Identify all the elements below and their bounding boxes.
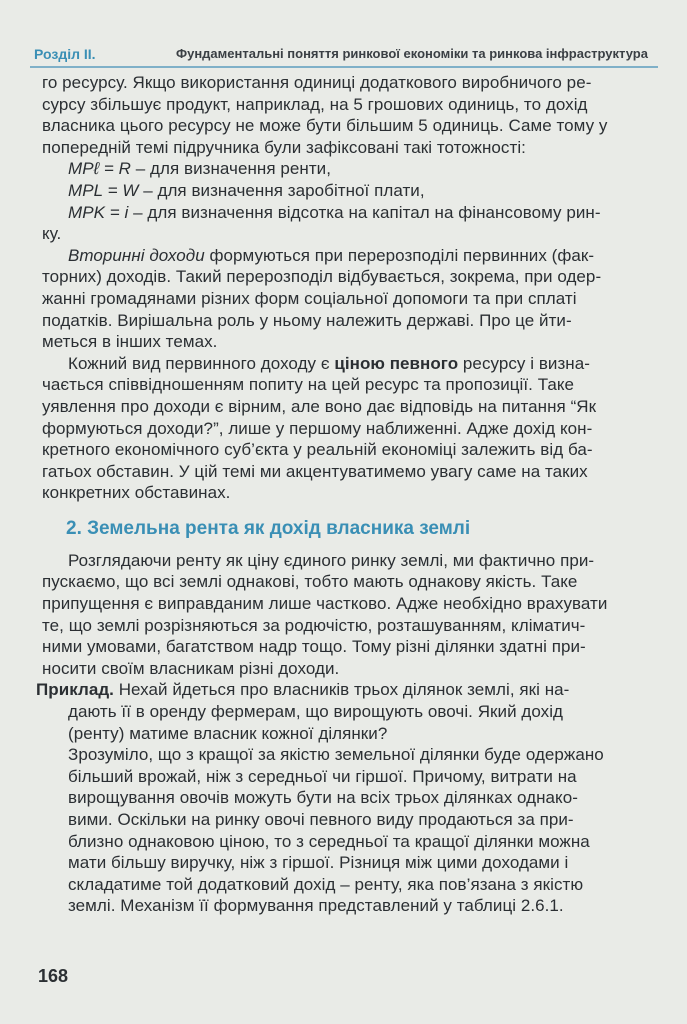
paragraph-5: [42, 744, 654, 917]
text-line: Розглядаючи ренту як ціну єдиного ринку землі, ми фактично при-: [68, 550, 595, 570]
text-line: те, що землі розрізняються за родючістю, розташуванням, кліматич-: [42, 615, 586, 635]
formula-text: – для визначення заробітної плати,: [138, 180, 425, 200]
formula-wage: [42, 180, 654, 202]
text-line: ними умовами, багатством надр тощо. Тому різні ділянки здатні при-: [42, 637, 586, 657]
text-line: чається співвідношенням попиту на цей ресурс та пропозиції. Таке: [42, 375, 575, 395]
spacer: [42, 504, 654, 514]
text-span: Кожний вид первинного доходу є: [68, 353, 335, 373]
text-line: попередній темі підручника були зафіксовані такі тотожності:: [42, 137, 526, 157]
text-line: податків. Вирішальна роль у ньому належить державі. Про це йти-: [42, 310, 572, 330]
text-line: сурсу збільшує продукт, наприклад, на 5 грошових одиниць, то дохід: [42, 94, 588, 114]
formula-lhs: MPL = W: [68, 180, 139, 200]
text-line: Зрозуміло, що з кращої за якістю земельної ділянки буде одержано: [68, 745, 604, 765]
paragraph-3: [42, 353, 654, 504]
text-line: [42, 353, 654, 375]
formula-continuation: ку.: [42, 224, 62, 244]
paragraph-1: [42, 72, 654, 158]
formula-text: – для визначення відсотка на капітал на фінансовому рин-: [128, 202, 601, 222]
text-line: конкретних обставинах.: [42, 483, 231, 503]
paragraph-2: [42, 245, 654, 353]
text-line: більший врожай, ніж з середньої чи гіршої. Причому, витрати на: [68, 766, 577, 786]
formula-interest: [42, 202, 654, 224]
page-body: [36, 72, 654, 917]
text-line: го ресурсу. Якщо використання одиниці додаткового виробничого ре-: [42, 73, 592, 92]
text-line: жанні громадянами різних форм соціальної допомоги та при сплаті: [42, 288, 577, 308]
page-number: 168: [38, 966, 69, 986]
text-line: припущення є виправданим лише частково. Адже необхідно врахувати: [42, 594, 608, 614]
text-line: близно однаковою ціною, то з середньої та кращої ділянки можна: [68, 831, 590, 851]
text-line: вими. Оскільки на ринку овочі певного виду продаються за при-: [68, 810, 574, 829]
text-line: [42, 245, 654, 267]
formula-lhs: MPℓ = R: [68, 159, 131, 179]
text-line: носити своїм власникам різні доходи.: [42, 658, 340, 678]
section-heading: 2. Земельна рента як дохід власника землі: [66, 517, 471, 539]
text-line: формуються доходи?”, лише у першому наближенні. Адже дохід кон-: [42, 418, 593, 438]
text-line: мати більшу виручку, ніж з гіршої. Різниця між цими доходами і: [68, 853, 569, 873]
running-header: [30, 44, 658, 68]
text-line: пускаємо, що всі землі однакові, тобто мають однакову якість. Таке: [42, 572, 578, 592]
formula-rent: [42, 158, 654, 180]
text-line: землі. Механізм її формування представлений у таблиці 2.6.1.: [68, 896, 564, 916]
formula-lhs: MPK = i: [68, 202, 129, 222]
section-label: Розділ II.: [34, 46, 96, 62]
example-block: [36, 679, 654, 744]
text-line: уявлення про доходи є вірним, але воно дає відповідь на питання “Як: [42, 396, 597, 416]
text-span: Нехай йдеться про власників трьох ділянок землі, які на-: [113, 680, 570, 700]
text-line: дають її в оренду фермерам, що вирощують овочі. Який дохід: [68, 702, 564, 722]
formula-list: [42, 158, 654, 244]
text-line: [36, 679, 654, 701]
header-title: Фундаментальні поняття ринкової економіки та ринкова інфраструктура: [176, 46, 648, 61]
paragraph-4: [42, 550, 654, 680]
text-span: формуються при перерозподілі первинних (фак-: [204, 245, 595, 265]
term-secondary-income: Вторинні доходи: [68, 245, 205, 265]
text-line: власника цього ресурсу не може бути більшим 5 одиниць. Саме тому у: [42, 116, 608, 136]
example-label: Приклад.: [36, 680, 114, 700]
text-line: кретного економічного суб’єкта у реальній економіці залежить від ба-: [42, 440, 593, 460]
text-line: торних) доходів. Такий перерозподіл відбувається, зокрема, при одер-: [42, 267, 602, 287]
text-line: складатиме той додатковий дохід – ренту, яка пов’язана з якістю: [68, 874, 584, 894]
text-line: меться в інших темах.: [42, 332, 218, 352]
bold-term: ціною певного: [334, 353, 459, 373]
text-line: гатьох обставин. У цій темі ми акцентуватимемо увагу саме на таких: [42, 461, 588, 481]
text-line: вирощування овочів можуть бути на всіх трьох ділянках однако-: [68, 788, 578, 808]
formula-text: – для визначення ренти,: [131, 159, 331, 179]
text-span: ресурсу і визна-: [458, 353, 590, 373]
text-line: (ренту) матиме власник кожної ділянки?: [68, 723, 388, 743]
